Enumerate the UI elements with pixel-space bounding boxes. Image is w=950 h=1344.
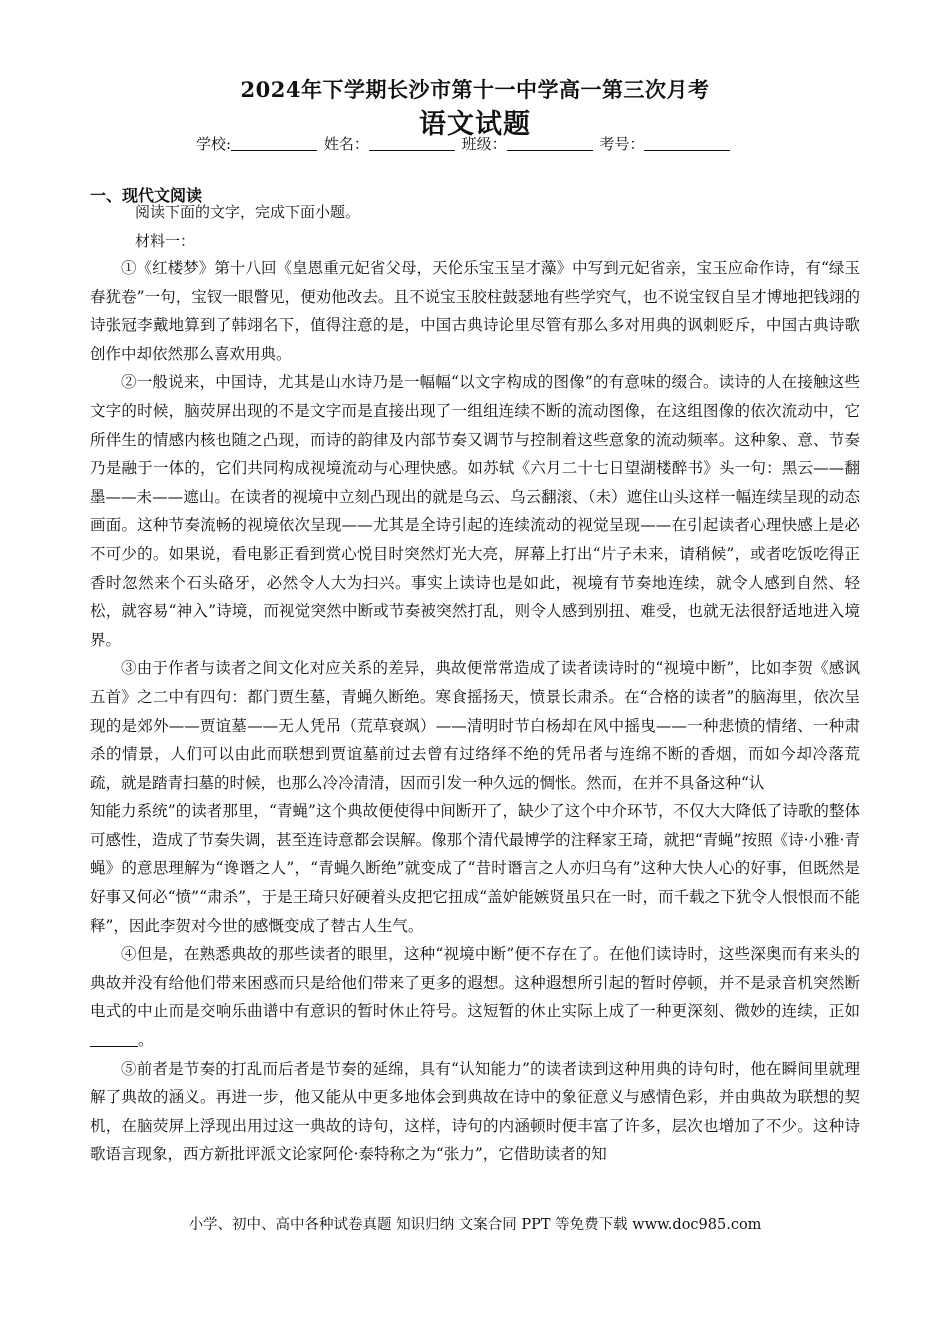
paragraph-4-text: ④但是，在熟悉典故的那些读者的眼里，这种“视境中断”便不存在了。在他们读诗时，这些深奥而有来头的典故并没有给他们带来困惑而只是给他们带来了更多的遐想。这种遐想所引起的暂时停顿，并不是录音机突然断电式的中止而是交响乐曲谱中有意识的暂时休止符号。这短暂的休止实际上成了一种更深刻、微妙的连续，正如 <box>90 945 860 1021</box>
fill-in-blank[interactable] <box>90 1032 138 1047</box>
footer-ad: 小学、初中、高中各种试卷真题 知识归纳 文案合同 PPT 等免费下载 www.doc985.com <box>188 1217 762 1233</box>
section-intro: 阅读下面的文字，完成下面小题。 <box>135 203 361 221</box>
student-info-line <box>196 133 732 154</box>
reading-passage <box>90 254 860 1169</box>
exam-no-label: 考号： <box>599 135 645 153</box>
paragraph-1: ①《红楼梦》第十八回《皇恩重元妃省父母，天伦乐宝玉呈才藻》中写到元妃省亲，宝玉应命作诗，有“绿玉春犹卷”一句，宝钗一眼瞥见，便劝他改去。且不说宝玉胶柱鼓瑟地有些学究气，也不说宝钗自呈才博地把钱翊的诗张冠李戴地算到了韩翊名下，值得注意的是，中国古典诗论里尽管有那么多对用典的讽刺贬斥，中国古典诗歌创作中却依然那么喜欢用典。 <box>90 259 860 363</box>
section-heading: 一、现代文阅读 <box>90 186 203 205</box>
class-label: 班级： <box>461 135 507 153</box>
school-label: 学校: <box>196 135 232 153</box>
exam-title: 2024年下学期长沙市第十一中学高一第三次月考 <box>240 77 710 102</box>
material-label: 材料一： <box>135 232 196 250</box>
paragraph-3a: ③由于作者与读者之间文化对应关系的差异，典故便常常造成了读者读诗时的“视境中断”，比如李贺《感讽五首》之二中有四句：都门贾生墓，青蝇久断绝。寒食摇扬天，愤景长肃杀。在“合格的读者”的脑海里，依次呈现的是郊外——贾谊墓——无人凭吊（荒草衰飒）——清明时节白杨却在风中摇曳——一种悲愤的情绪、一种肃杀的情景，人们可以由此而联想到贾谊墓前过去曾有过络绎不绝的凭吊者与连绵不断的香烟，而如今却冷落荒疏，就是踏青扫墓的时候，也那么冷冷清清，因而引发一种久远的惆怅。然而，在并不具备这种“认 <box>90 659 860 792</box>
exam-no-blank[interactable] <box>644 136 730 151</box>
class-blank[interactable] <box>507 136 593 151</box>
paragraph-4-end: 。 <box>138 1031 154 1050</box>
subject-title: 语文试题 <box>419 109 531 140</box>
paragraph-2: ②一般说来，中国诗，尤其是山水诗乃是一幅幅“以文字构成的图像”的有意味的缀合。读诗的人在接触这些文字的时候，脑荧屏出现的不是文字而是直接出现了一组组连续不断的流动图像，在这组图像的依次流动中，它所伴生的情感内核也随之凸现，而诗的韵律及内部节奏又调节与控制着这些意象的流动频率。这种象、意、节奏乃是融于一体的，它们共同构成视境流动与心理快感。如苏轼《六月二十七日望湖楼醉书》头一句：黑云——翻墨——未——遮山。在读者的视境中立刻凸现出的就是乌云、乌云翻滚、（未）遮住山头这样一幅连续呈现的动态画面。这种节奏流畅的视境依次呈现——尤其是全诗引起的连续流动的视觉呈现——在引起读者心理快感上是必不可少的。如果说，看电影正看到赏心悦目时突然灯光大亮，屏幕上打出“片子未来，请稍候”，或者吃饭吃得正香时忽然来个石头硌牙，必然令人大为扫兴。事实上读诗也是如此，视境有节奏地连续，就令人感到自然、轻松，就容易“神入”诗境，而视觉突然中断或节奏被突然打乱，则令人感到别扭、难受，也就无法很舒适地进入境界。 <box>90 373 860 649</box>
name-label: 姓名： <box>323 135 369 153</box>
paragraph-3b: 知能力系统”的读者那里，“青蝇”这个典故便使得中间断开了，缺少了这个中介环节，不仅大大降低了诗歌的整体可感性，造成了节奏失调，甚至连诗意都会误解。像那个清代最博学的注释家王琦，就把“青蝇”按照《诗·小雅·青蝇》的意思理解为“谗谮之人”，“青蝇久断绝”就变成了“昔时谮言之人亦归乌有”这种大快人心的好事，但既然是好事又何必“愤”“肃杀”，于是王琦只好硬着头皮把它扭成“盖妒能嫉贤虽只在一时，而千载之下犹令人恨恨而不能释”，因此李贺对今世的感慨变成了替古人生气。 <box>90 802 860 935</box>
school-blank[interactable] <box>231 136 317 151</box>
paragraph-4 <box>90 940 860 1054</box>
paragraph-5: ⑤前者是节奏的打乱而后者是节奏的延绵，具有“认知能力”的读者读到这种用典的诗句时，他在瞬间里就理解了典故的涵义。再进一步，他又能从中更多地体会到典故在诗中的象征意义与感情色彩，并由典故为联想的契机，在脑荧屏上浮现出用过这一典故的诗句，这样，诗句的内涵顿时便丰富了许多，层次也增加了不少。这种诗歌语言现象，西方新批评派文论家阿伦·泰特称之为“张力”，它借助读者的知 <box>90 1059 860 1164</box>
name-blank[interactable] <box>369 136 455 151</box>
